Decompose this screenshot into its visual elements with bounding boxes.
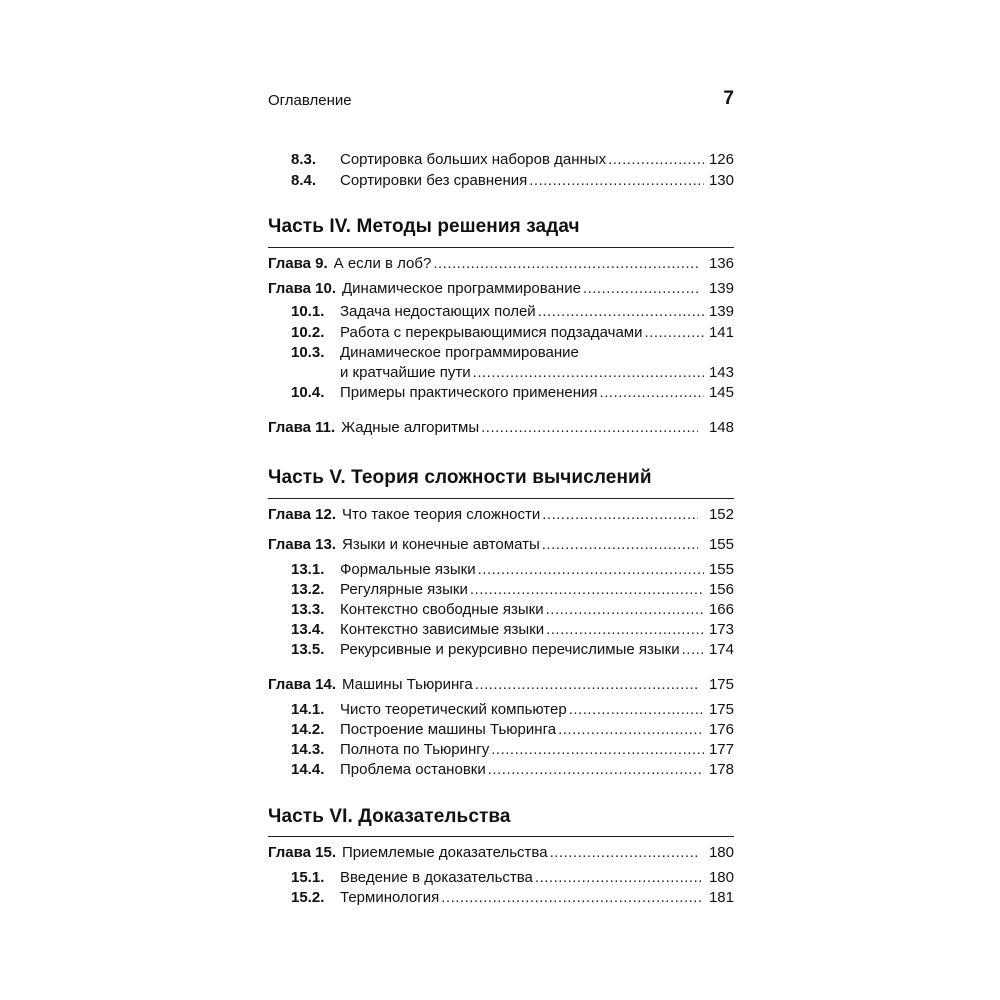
- section-number: 10.1.: [291, 303, 325, 320]
- chapter-number: Глава 9.: [268, 255, 328, 272]
- section-title: Задача недостающих полей: [340, 303, 536, 320]
- section-number: 13.1.: [291, 561, 325, 578]
- section-page: 130: [708, 172, 734, 189]
- section-title: Проблема остановки: [340, 761, 486, 778]
- section-number: 8.3.: [291, 151, 317, 168]
- toc-entry-10-1: [291, 302, 734, 322]
- section-page: 156: [708, 581, 734, 598]
- section-page: 181: [708, 889, 734, 906]
- section-number: 15.2.: [291, 889, 325, 906]
- dot-leader: [569, 700, 704, 720]
- toc-chapter-14: [268, 675, 734, 695]
- toc-entry-10-4: [291, 383, 734, 403]
- chapter-title: Машины Тьюринга: [342, 676, 473, 693]
- section-title: Примеры практического применения: [340, 384, 598, 401]
- section-title: Чисто теоретический компьютер: [340, 701, 567, 718]
- dot-leader: [558, 720, 704, 740]
- section-number: 14.4.: [291, 761, 325, 778]
- chapter-title: Жадные алгоритмы: [341, 419, 480, 436]
- dot-leader: [475, 675, 698, 695]
- section-title: Работа с перекрывающимися подзадачами: [340, 324, 643, 341]
- section-title: Введение в доказательства: [340, 869, 533, 886]
- section-title-line-2: и кратчайшие пути: [340, 364, 471, 381]
- toc-entry-14-3: [291, 740, 734, 760]
- section-page: 166: [708, 601, 734, 618]
- section-page: 145: [708, 384, 734, 401]
- dot-leader: [644, 323, 704, 343]
- section-page: 174: [708, 641, 734, 658]
- section-title: Рекурсивные и рекурсивно перечислимые языки: [340, 641, 680, 658]
- toc-chapter-13: [268, 535, 734, 555]
- section-title: Построение машины Тьюринга: [340, 721, 557, 738]
- chapter-number: Глава 15.: [268, 844, 337, 861]
- toc-entry-14-4: [291, 760, 734, 780]
- section-title: Терминология: [340, 889, 440, 906]
- dot-leader: [481, 418, 698, 438]
- chapter-title: Языки и конечные автоматы: [342, 536, 540, 553]
- section-title: Контекстно свободные языки: [340, 601, 544, 618]
- section-page: 155: [708, 561, 734, 578]
- section-number: 10.3.: [291, 344, 325, 361]
- chapter-number: Глава 12.: [268, 506, 337, 523]
- toc-entry-10-3: [291, 343, 734, 363]
- section-title: Сортировка больших наборов данных: [340, 151, 607, 168]
- chapter-number: Глава 11.: [268, 419, 336, 436]
- section-number: 13.3.: [291, 601, 325, 618]
- dot-leader: [608, 150, 704, 170]
- toc-entry-13-1: [291, 560, 734, 580]
- chapter-title: Динамическое программирование: [342, 280, 581, 297]
- toc-entry-8-3: [291, 150, 734, 170]
- chapter-page: 175: [708, 676, 734, 693]
- section-page: 178: [708, 761, 734, 778]
- chapter-page: 180: [708, 844, 734, 861]
- section-number: 13.2.: [291, 581, 325, 598]
- toc-chapter-11: [268, 418, 734, 438]
- dot-leader: [550, 843, 698, 863]
- section-title: Сортировки без сравнения: [340, 172, 528, 189]
- section-page: 180: [708, 869, 734, 886]
- running-title: Оглавление: [268, 92, 352, 109]
- section-number: 10.4.: [291, 384, 325, 401]
- section-page: 143: [708, 364, 734, 381]
- section-title: Регулярные языки: [340, 581, 468, 598]
- section-number: 14.3.: [291, 741, 325, 758]
- toc-entry-8-4: [291, 171, 734, 191]
- section-number: 10.2.: [291, 324, 325, 341]
- page-number: 7: [723, 88, 734, 109]
- dot-leader: [538, 302, 704, 322]
- dot-leader: [441, 888, 704, 908]
- toc-chapter-10: [268, 279, 734, 299]
- toc-entry-10-2: [291, 323, 734, 343]
- dot-leader: [478, 560, 704, 580]
- part-5-rule: [268, 498, 734, 499]
- dot-leader: [535, 868, 704, 888]
- dot-leader: [488, 760, 704, 780]
- dot-leader: [542, 505, 698, 525]
- chapter-number: Глава 13.: [268, 536, 337, 553]
- part-4-heading: Часть IV. Методы решения задач: [268, 216, 580, 237]
- toc-entry-13-4: [291, 620, 734, 640]
- toc-entry-15-2: [291, 888, 734, 908]
- toc-entry-10-3-continued: [340, 363, 734, 383]
- toc-chapter-12: [268, 505, 734, 525]
- dot-leader: [473, 363, 704, 383]
- chapter-number: Глава 10.: [268, 280, 337, 297]
- section-number: 14.2.: [291, 721, 325, 738]
- section-page: 175: [708, 701, 734, 718]
- section-title: Контекстно зависимые языки: [340, 621, 545, 638]
- chapter-page: 139: [708, 280, 734, 297]
- part-4-rule: [268, 247, 734, 248]
- dot-leader: [542, 535, 698, 555]
- chapter-page: 152: [708, 506, 734, 523]
- chapter-title: А если в лоб?: [333, 255, 432, 272]
- chapter-page: 136: [708, 255, 734, 272]
- chapter-title: Что такое теория сложности: [342, 506, 541, 523]
- dot-leader: [529, 171, 704, 191]
- dot-leader: [583, 279, 698, 299]
- dot-leader: [470, 580, 704, 600]
- chapter-page: 148: [708, 419, 734, 436]
- part-6-rule: [268, 836, 734, 837]
- section-title: Полнота по Тьюрингу: [340, 741, 490, 758]
- toc-chapter-9: [268, 254, 734, 274]
- section-number: 8.4.: [291, 172, 317, 189]
- section-title: Формальные языки: [340, 561, 476, 578]
- toc-chapter-15: [268, 843, 734, 863]
- chapter-title: Приемлемые доказательства: [342, 844, 548, 861]
- section-page: 176: [708, 721, 734, 738]
- toc-entry-14-1: [291, 700, 734, 720]
- dot-leader: [600, 383, 704, 403]
- toc-entry-13-2: [291, 580, 734, 600]
- toc-entry-15-1: [291, 868, 734, 888]
- section-page: 141: [708, 324, 734, 341]
- dot-leader: [546, 620, 704, 640]
- part-6-heading: Часть VI. Доказательства: [268, 806, 511, 827]
- section-number: 13.5.: [291, 641, 325, 658]
- dot-leader: [433, 254, 698, 274]
- chapter-number: Глава 14.: [268, 676, 337, 693]
- dot-leader: [682, 640, 704, 660]
- section-number: 13.4.: [291, 621, 325, 638]
- dot-leader: [546, 600, 704, 620]
- section-page: 139: [708, 303, 734, 320]
- chapter-page: 155: [708, 536, 734, 553]
- section-page: 173: [708, 621, 734, 638]
- part-5-heading: Часть V. Теория сложности вычислений: [268, 467, 652, 488]
- section-page: 126: [708, 151, 734, 168]
- toc-entry-13-3: [291, 600, 734, 620]
- toc-entry-14-2: [291, 720, 734, 740]
- dot-leader: [491, 740, 704, 760]
- section-number: 15.1.: [291, 869, 325, 886]
- section-page: 177: [708, 741, 734, 758]
- section-number: 14.1.: [291, 701, 325, 718]
- toc-entry-13-5: [291, 640, 734, 660]
- section-title-line-1: Динамическое программирование: [340, 344, 579, 361]
